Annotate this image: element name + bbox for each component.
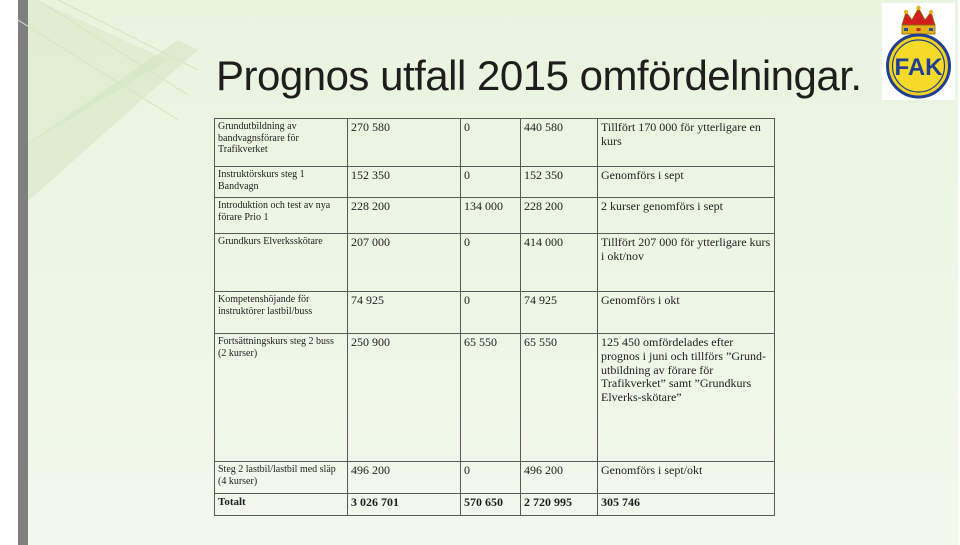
- value-cell: 496 200: [348, 462, 461, 494]
- note-cell: 125 450 omfördelades efter prognos i juni och tillförs ”Grund-utbildning av förare för Trafikverket” samt ”Grundkurs Elverks-skötare”: [598, 334, 775, 462]
- table-row: [215, 119, 775, 167]
- row-label: Introduktion och test av nya förare Prio 1: [215, 198, 348, 234]
- decorative-arrow-graphic: [18, 0, 218, 545]
- row-label: Steg 2 lastbil/lastbil med släp (4 kurser): [215, 462, 348, 494]
- logo-lettering: FAK: [894, 54, 943, 81]
- budget-table: [214, 118, 775, 516]
- table-row: [215, 167, 775, 198]
- value-cell: 65 550: [461, 334, 521, 462]
- value-cell: 496 200: [521, 462, 598, 494]
- slide-title: Prognos utfall 2015 omfördelningar.: [216, 52, 862, 99]
- note-cell: 2 kurser genomförs i sept: [598, 198, 775, 234]
- row-label: Instruktörskurs steg 1 Bandvagn: [215, 167, 348, 198]
- table-row: [215, 462, 775, 494]
- value-cell: 207 000: [348, 234, 461, 292]
- table-row: [215, 334, 775, 462]
- value-cell: 65 550: [521, 334, 598, 462]
- value-cell: 0: [461, 292, 521, 334]
- total-value: 570 650: [461, 494, 521, 516]
- fak-logo: [882, 3, 955, 100]
- total-value: 2 720 995: [521, 494, 598, 516]
- value-cell: 270 580: [348, 119, 461, 167]
- value-cell: 414 000: [521, 234, 598, 292]
- total-value: 305 746: [598, 494, 775, 516]
- value-cell: 152 350: [521, 167, 598, 198]
- total-value: 3 026 701: [348, 494, 461, 516]
- row-label: Grundutbildning av bandvagnsförare för Trafikverket: [215, 119, 348, 167]
- value-cell: 228 200: [348, 198, 461, 234]
- value-cell: 74 925: [348, 292, 461, 334]
- value-cell: 0: [461, 119, 521, 167]
- value-cell: 0: [461, 234, 521, 292]
- row-label: Kompetenshöjande för instruktörer lastbil/buss: [215, 292, 348, 334]
- total-label: Totalt: [215, 494, 348, 516]
- value-cell: 440 580: [521, 119, 598, 167]
- note-cell: Genomförs i sept: [598, 167, 775, 198]
- note-cell: Genomförs i okt: [598, 292, 775, 334]
- row-label: Fortsättningskurs steg 2 buss (2 kurser): [215, 334, 348, 462]
- value-cell: 134 000: [461, 198, 521, 234]
- row-label: Grundkurs Elverksskötare: [215, 234, 348, 292]
- table-row: [215, 292, 775, 334]
- table-row: [215, 234, 775, 292]
- value-cell: 74 925: [521, 292, 598, 334]
- value-cell: 152 350: [348, 167, 461, 198]
- total-row: [215, 494, 775, 516]
- table-row: [215, 198, 775, 234]
- value-cell: 0: [461, 167, 521, 198]
- value-cell: 250 900: [348, 334, 461, 462]
- note-cell: Tillfört 207 000 för ytterligare kurs i okt/nov: [598, 234, 775, 292]
- note-cell: Tillfört 170 000 för ytterligare en kurs: [598, 119, 775, 167]
- value-cell: 0: [461, 462, 521, 494]
- value-cell: 228 200: [521, 198, 598, 234]
- note-cell: Genomförs i sept/okt: [598, 462, 775, 494]
- crown-shield-icon: [882, 3, 955, 100]
